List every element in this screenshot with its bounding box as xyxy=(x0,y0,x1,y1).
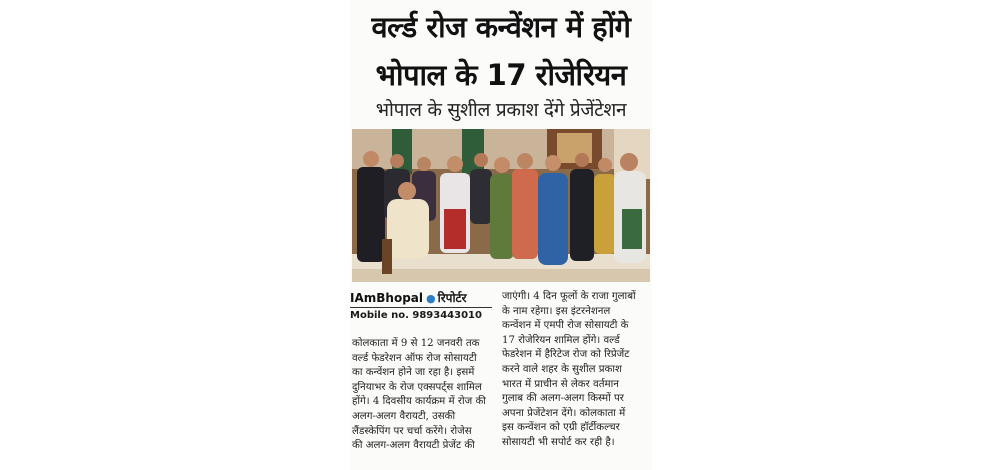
subheadline: भोपाल के सुशील प्रकाश देंगे प्रेजेंटेशन xyxy=(375,99,627,121)
bullet-dot-icon: ● xyxy=(426,292,436,305)
article-line: 17 रोजेरियन शामिल होंगे। वर्ल्ड xyxy=(502,334,620,346)
reporter-label: रिपोर्टर xyxy=(437,291,467,305)
article-line: गुलाब की अलग-अलग किस्मों पर xyxy=(502,393,624,405)
headline-line-1: वर्ल्ड रोज कन्वेंशन में होंगे xyxy=(371,10,631,44)
article-line: अपना प्रेजेंटेशन देंगे। कोलकाता में xyxy=(502,407,626,419)
article-line: भारत में प्राचीन से लेकर वर्तमान xyxy=(502,378,619,390)
article-line: की अलग-अलग वैरायटी प्रेजेंट की xyxy=(352,440,475,452)
article-line: कोलकाता में 9 से 12 जनवरी तक xyxy=(352,338,480,349)
newspaper-clipping xyxy=(350,0,652,470)
headline-line-2: भोपाल के 17 रोजेरियन xyxy=(375,58,627,92)
article-line: जाएंगी। 4 दिन फूलों के राजा गुलाबों xyxy=(502,291,636,302)
brand-name: IAmBhopal xyxy=(350,291,423,305)
group-photo xyxy=(352,129,650,282)
article-line: अलग-अलग वैरायटी, उसकी xyxy=(352,410,456,422)
byline-divider xyxy=(350,307,492,308)
article-line: का कन्वेंशन होने जा रहा है। इसमें xyxy=(352,367,475,379)
article-line: वर्ल्ड फेडरेशन ऑफ रोज सोसायटी xyxy=(352,352,477,364)
byline xyxy=(350,289,492,321)
article-line: सोसायटी भी सपोर्ट कर रही है। xyxy=(502,436,615,448)
article-line: होंगे। 4 दिवसीय कार्यक्रम में रोज की xyxy=(352,396,486,408)
article-line: लैंडस्केपिंग पर चर्चा करेंगे। रोजेस xyxy=(352,425,472,437)
article-line: करने वाले शहर के सुशील प्रकाश xyxy=(502,363,622,375)
article-line: के नाम रहेगा। इस इंटरनेशनल xyxy=(502,305,611,317)
article-line: फेडरेशन में हैरिटेज रोज को रिप्रेजेंट xyxy=(502,349,630,361)
article-line: दुनियाभर के रोज एक्सपर्ट्स शामिल xyxy=(352,381,482,393)
article-line: कन्वेंशन में एमपी रोज सोसायटी के xyxy=(502,320,629,332)
group-photo-illustration xyxy=(352,129,650,282)
byline-brand-row xyxy=(350,289,492,306)
article-column-right xyxy=(502,290,650,451)
article-line: इस कन्वेंशन को एग्री हॉर्टीकल्चर xyxy=(502,422,620,434)
mobile-number: Mobile no. 9893443010 xyxy=(350,310,482,321)
article-column-left xyxy=(352,337,494,454)
